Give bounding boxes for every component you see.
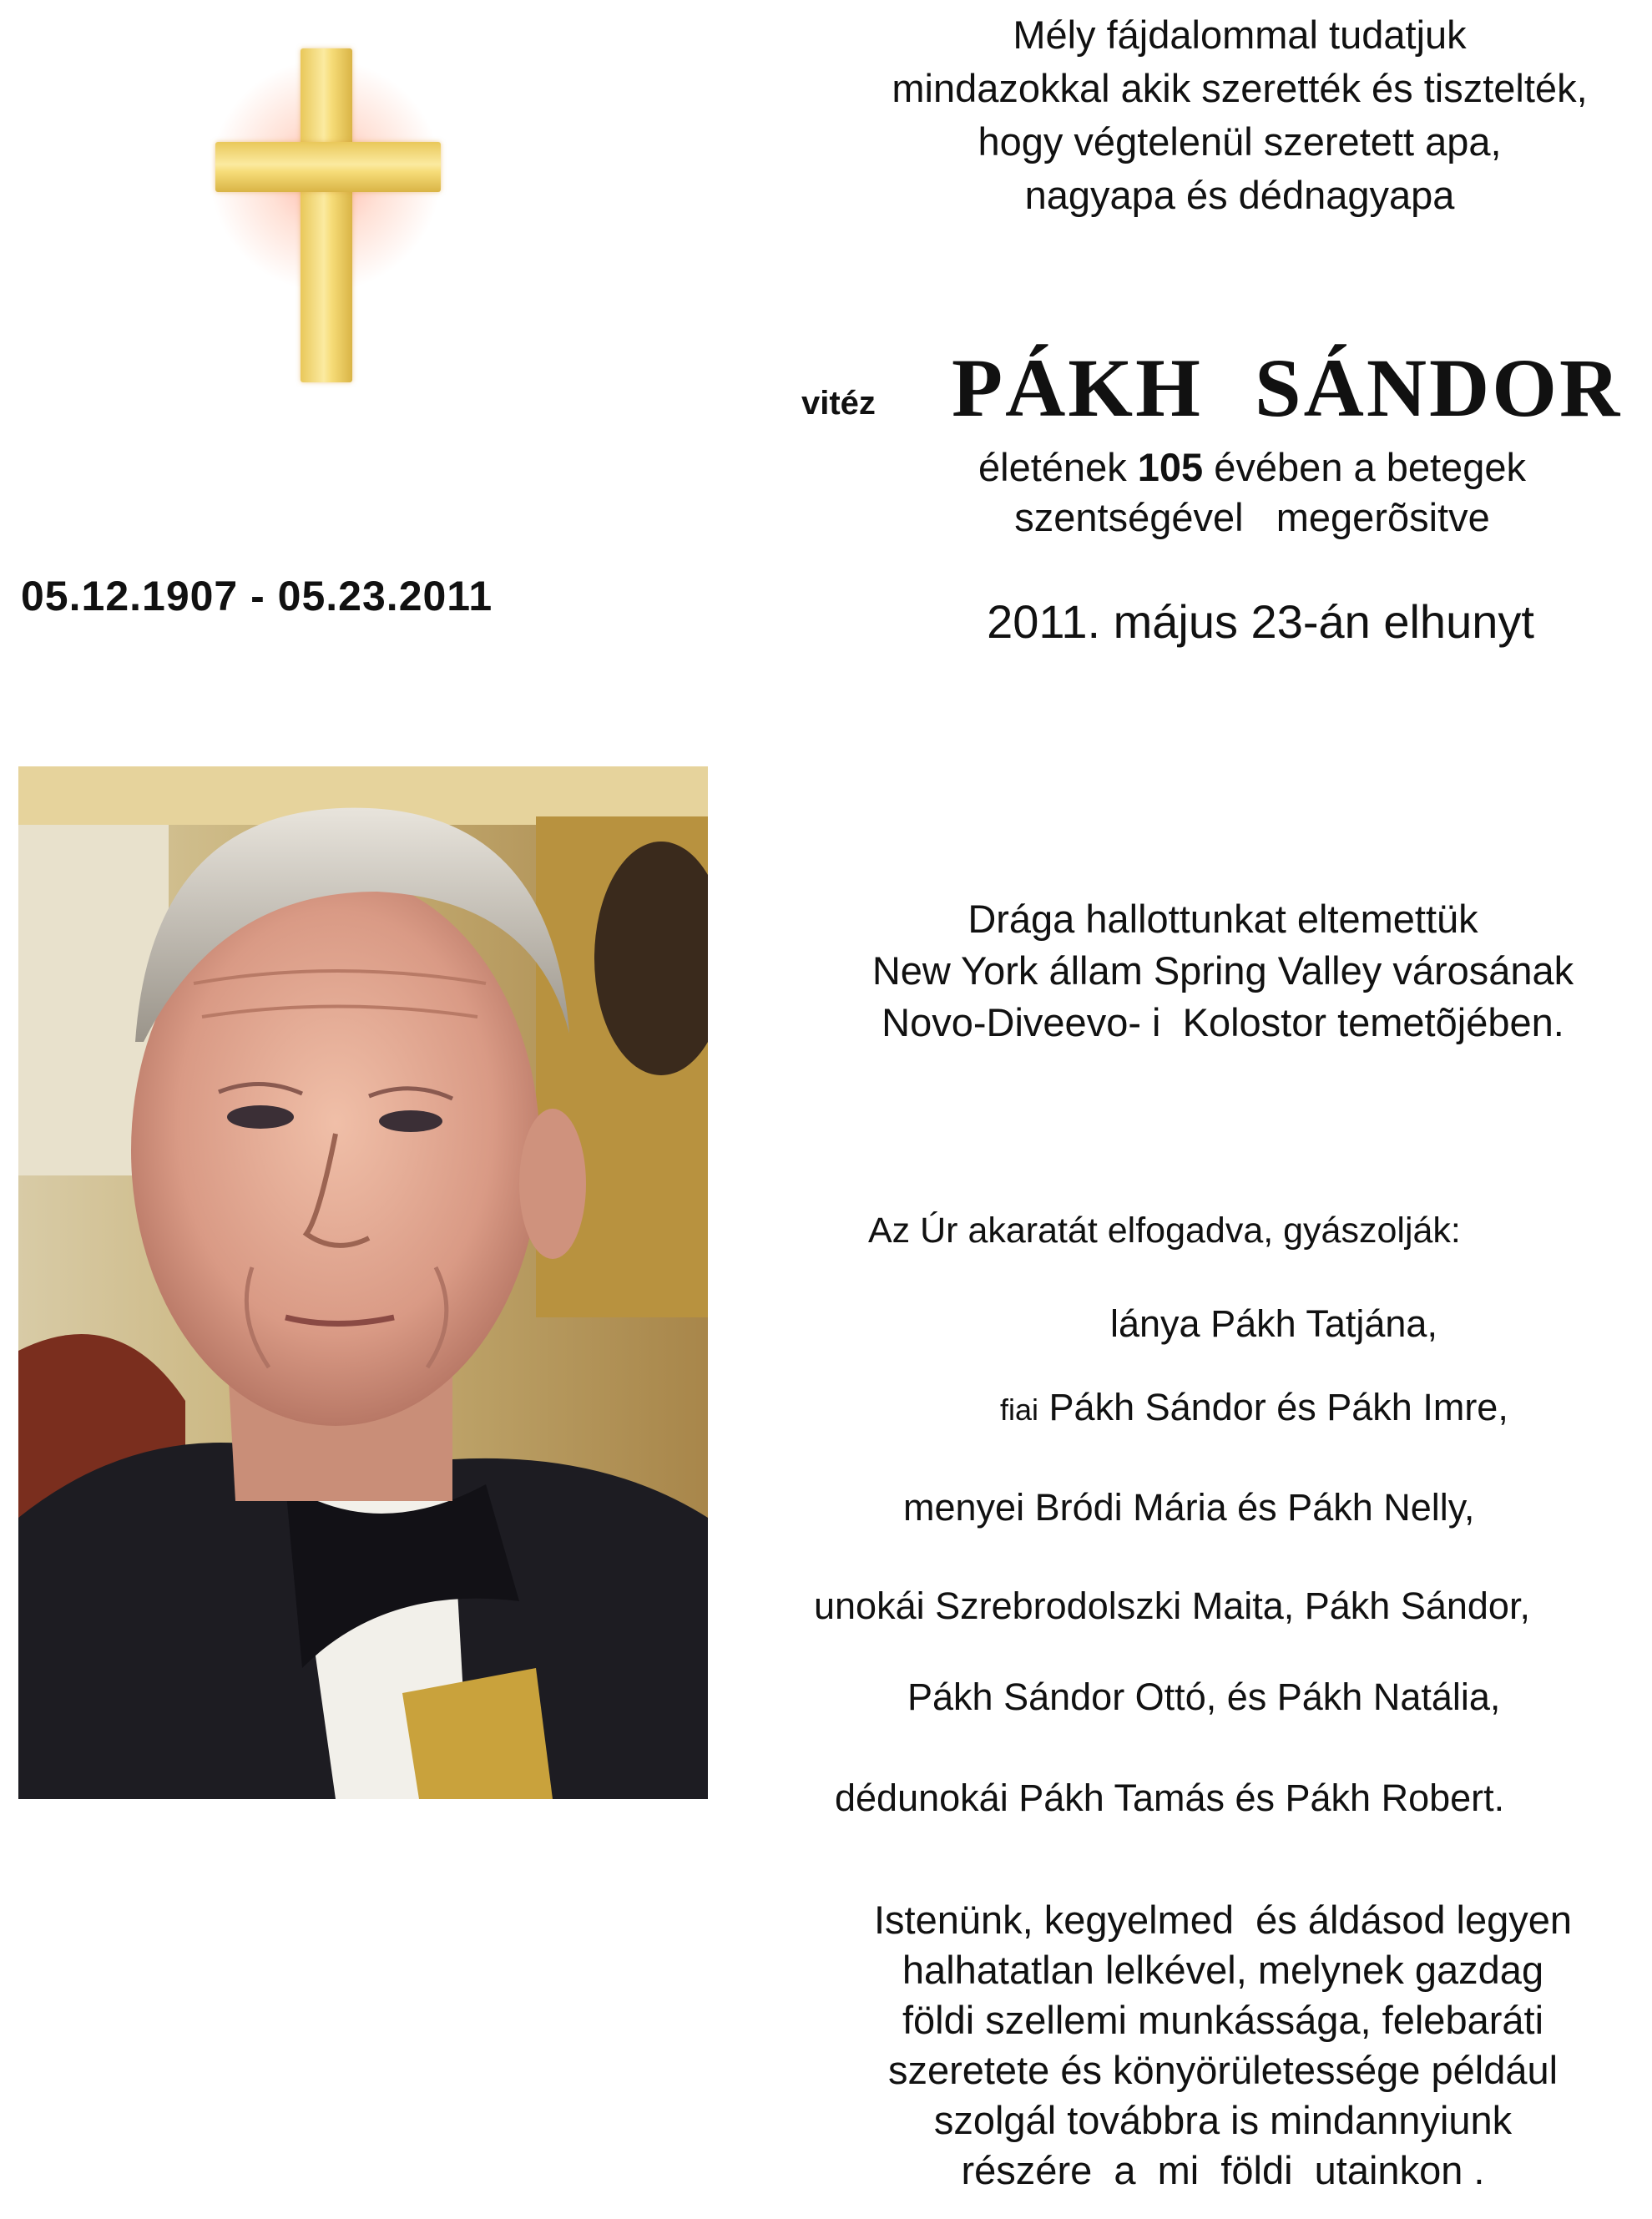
blessing-text — [801, 1895, 1644, 2196]
mourners-intro: Az Úr akaratát elfogadva, gyászolják: — [868, 1211, 1461, 1251]
deceased-name — [801, 341, 1644, 438]
blessing-line: halhatatlan lelkével, melynek gazdag — [902, 1948, 1544, 1992]
mourner-sons — [1000, 1386, 1508, 1429]
blessing-line: Istenünk, kegyelmed és áldásod legyen — [873, 1898, 1573, 1942]
age-number: 105 — [1137, 445, 1204, 489]
honorific-title: vitéz — [801, 385, 876, 422]
blessing-line: szeretete és könyörületessége például — [887, 2048, 1559, 2092]
age-line — [885, 442, 1619, 493]
intro-line: mindazokkal akik szerették és tisztelték, — [892, 66, 1588, 110]
life-dates: 05.12.1907 - 05.23.2011 — [21, 573, 493, 619]
surname: PÁKH — [952, 341, 1203, 434]
sons-lead: fiai — [1000, 1393, 1039, 1427]
sons-names: Pákh Sándor és Pákh Imre, — [1048, 1386, 1508, 1428]
cross-horizontal-beam — [215, 142, 441, 192]
blessing-line: részére a mi földi utainkon . — [961, 2148, 1485, 2192]
cross-icon — [159, 25, 493, 392]
mourner-daughters-in-law: menyei Bródi Mária és Pákh Nelly, — [903, 1486, 1475, 1529]
burial-notice — [801, 893, 1644, 1049]
blessing-line: földi szellemi munkássága, felebaráti — [902, 1998, 1544, 2042]
firstname: SÁNDOR — [1255, 341, 1623, 434]
intro-line: hogy végtelenül szeretett apa, — [978, 119, 1502, 164]
mourner-daughter: lánya Pákh Tatjána, — [1110, 1302, 1437, 1345]
portrait-illustration — [18, 766, 708, 1799]
intro-line: nagyapa és dédnagyapa — [1024, 173, 1455, 217]
announcement-intro — [831, 8, 1649, 222]
mourner-grandchildren-cont: Pákh Sándor Ottó, és Pákh Natália, — [907, 1676, 1501, 1718]
age-statement — [885, 442, 1619, 543]
burial-line: Drága hallottunkat eltemettük — [967, 897, 1478, 941]
mourner-grandchildren: unokái Szrebrodolszki Maita, Pákh Sándor, — [814, 1585, 1530, 1627]
burial-line: New York állam Spring Valley városának — [871, 948, 1574, 993]
intro-line: Mély fájdalommal tudatjuk — [1013, 13, 1467, 57]
blessing-line: szolgál továbbra is mindannyiunk — [933, 2098, 1513, 2142]
sacrament-line: szentségével megerõsitve — [1014, 495, 1490, 539]
age-prefix: életének — [978, 445, 1127, 489]
burial-line: Novo-Diveevo- i Kolostor temetõjében. — [882, 1000, 1564, 1044]
portrait-photo — [18, 766, 708, 1799]
cross-vertical-beam — [301, 48, 352, 382]
mourner-great-grandchildren: dédunokái Pákh Tamás és Pákh Robert. — [835, 1777, 1505, 1819]
death-date-line: 2011. május 23-án elhunyt — [987, 595, 1534, 648]
age-suffix: évében a betegek — [1214, 445, 1526, 489]
